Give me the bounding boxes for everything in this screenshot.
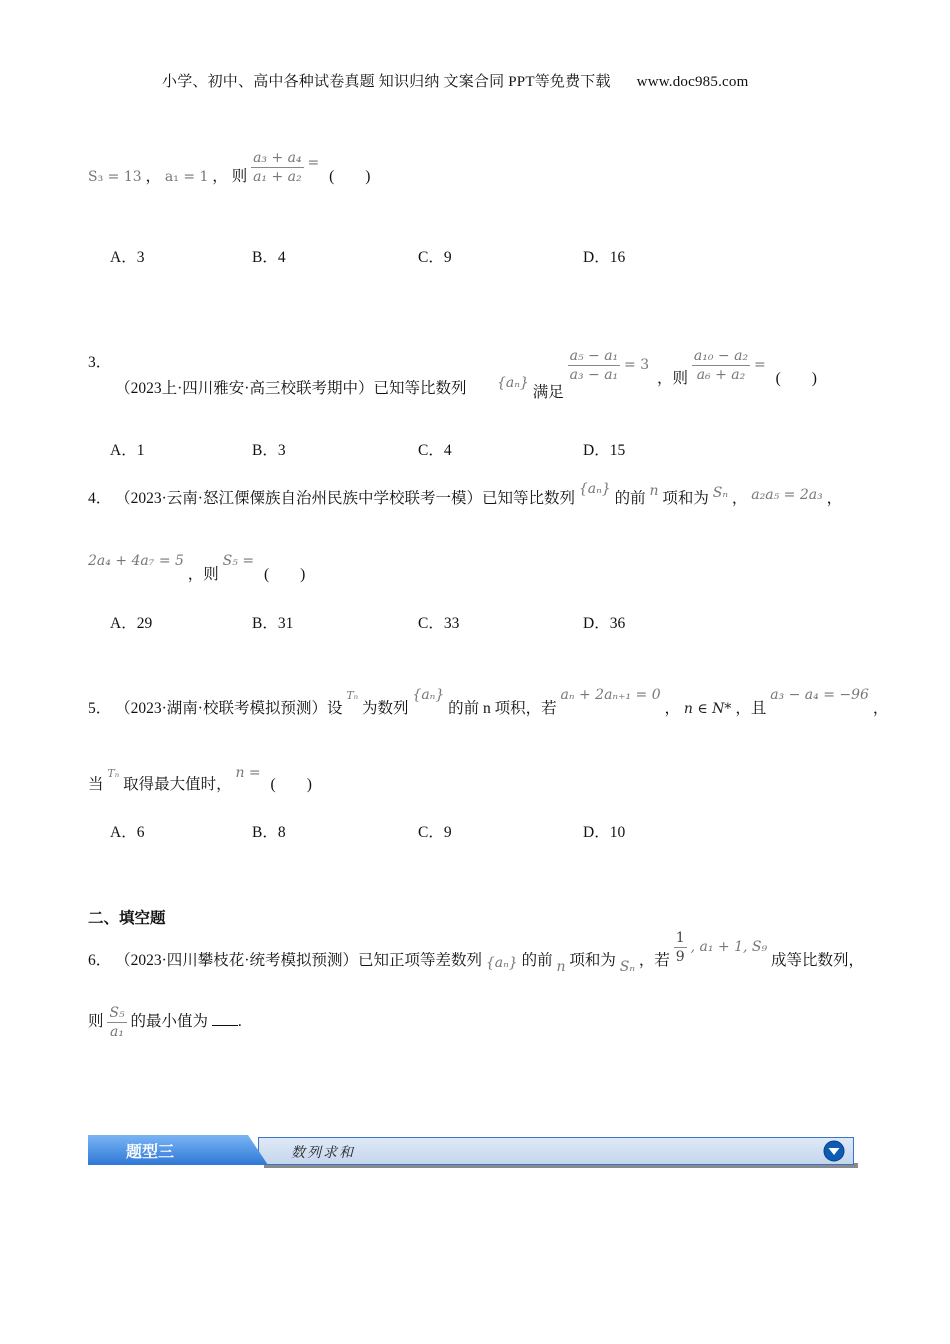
cond-2a4: 2a₄ + 4a₇ = 5 bbox=[88, 553, 184, 569]
cond-a3-a4: a₃ − a₄ = −96 bbox=[770, 687, 869, 703]
topic-banner bbox=[88, 1135, 854, 1165]
q4-number: 4． bbox=[88, 490, 112, 507]
q3-source: （2023上·四川雅安·高三校联考期中）已知等比数列 bbox=[115, 380, 467, 397]
answer-paren: ( ) bbox=[329, 168, 371, 186]
math-s3: S₃ = 13 bbox=[88, 169, 142, 186]
q6-number: 6． bbox=[88, 952, 112, 970]
answer-paren: ( ) bbox=[270, 776, 312, 793]
geo-terms: , a₁ + 1, S₉ bbox=[690, 939, 768, 956]
math-a1: a₁ = 1 bbox=[164, 169, 209, 186]
then-text: 则 bbox=[88, 1013, 104, 1031]
banner-label-shape bbox=[88, 1135, 270, 1165]
q2-option-d: D．16 bbox=[583, 249, 626, 266]
sum-is-text: 项和为 bbox=[662, 490, 709, 507]
answer-blank bbox=[212, 1011, 238, 1026]
answer-paren: ( ) bbox=[775, 370, 817, 388]
then-text: ，则 bbox=[187, 566, 219, 583]
banner-topic-bar bbox=[258, 1137, 854, 1165]
math-fraction: $\frac{\text{a₃ + a₄}}{\text{a₁ + a₂}}$ bbox=[253, 150, 302, 185]
equals: = bbox=[753, 357, 766, 374]
header-text: 小学、初中、高中各种试卷真题 知识归纳 文案合同 PPT等免费下载 bbox=[162, 74, 611, 90]
period: . bbox=[237, 1013, 242, 1031]
and-text: ，且 bbox=[735, 700, 767, 717]
q5-option-d: D．10 bbox=[583, 824, 626, 841]
cond-recurrence: aₙ + 2aₙ₊₁ = 0 bbox=[560, 687, 661, 703]
q2-option-a: A．3 bbox=[110, 249, 145, 266]
q4-option-d: D．36 bbox=[583, 615, 626, 632]
min-text: 的最小值为 bbox=[130, 1013, 208, 1031]
var-sn: Sₙ bbox=[712, 485, 729, 501]
when-text: 当 bbox=[88, 776, 104, 793]
seq-an: {aₙ} bbox=[485, 955, 518, 972]
equals: = bbox=[307, 155, 320, 172]
q6-source: （2023·四川攀枝花·统考模拟预测）已知正项等差数列 bbox=[115, 952, 482, 970]
var-n: n bbox=[649, 483, 659, 499]
q4-option-c: C．33 bbox=[418, 615, 460, 632]
question-3-math bbox=[497, 348, 817, 402]
header-url: www.doc985.com bbox=[636, 74, 749, 90]
q4-source: （2023·云南·怒江傈僳族自治州民族中学校联考一模）已知等比数列 bbox=[115, 490, 575, 507]
question-3-stem bbox=[88, 350, 467, 397]
answer-paren: ( ) bbox=[263, 566, 306, 583]
front-text: 的前 bbox=[614, 490, 646, 507]
question-6-stem bbox=[88, 930, 864, 976]
q2-option-b: B．4 bbox=[252, 249, 286, 266]
question-5-line2 bbox=[88, 760, 312, 793]
question-4-stem: 4． （2023·云南·怒江傈僳族自治州民族中学校联考一模）已知等比数列 {aₙ} 的前 n 项和为 Sₙ ， a₂a₅ = 2a₃ ， bbox=[88, 481, 843, 507]
q4-option-b: B．31 bbox=[252, 615, 294, 632]
question-4-line2 bbox=[88, 548, 306, 583]
max-text: 取得最大值时， bbox=[123, 776, 232, 793]
q5-option-c: C．9 bbox=[418, 824, 452, 841]
seq-an: {aₙ} bbox=[578, 481, 611, 497]
front-text: 的前 bbox=[521, 952, 553, 970]
q3-option-a: A．1 bbox=[110, 442, 145, 459]
var-s5: S₅ = bbox=[222, 553, 255, 569]
question-2-stem: S₃ = 13 ， a₁ = 1 ， 则 $\frac{\text{a₃ + a₄}}{\text{a₁ + a₂}}$ = ( ) bbox=[88, 150, 371, 186]
q3-option-c: C．4 bbox=[418, 442, 452, 459]
geo-text: 成等比数列， bbox=[770, 952, 864, 970]
cond-a2a5: a₂a₅ = 2a₃ bbox=[751, 487, 823, 503]
sum-is-text: 项和为 bbox=[569, 952, 616, 970]
q3-option-d: D．15 bbox=[583, 442, 626, 459]
var-n-eq: n = bbox=[235, 765, 261, 781]
is-seq-text: 为数列 bbox=[362, 700, 409, 717]
q5-option-b: B．8 bbox=[252, 824, 286, 841]
then-text: 则 bbox=[231, 168, 248, 186]
banner-topic: 数列求和 bbox=[291, 1146, 355, 1161]
seq-an: {aₙ} bbox=[412, 687, 445, 703]
q3-number: 3． bbox=[88, 354, 112, 371]
prod-text: 的前 n 项积，若 bbox=[448, 700, 557, 717]
question-5-stem: 5． （2023·湖南·校联考模拟预测）设 Tₙ 为数列 {aₙ} 的前 n 项积，若 aₙ + 2aₙ₊₁ = 0 ， n ∈ N* ，且 a₃ − a₄ = −96 ， bbox=[88, 687, 889, 717]
seq-an: {aₙ} bbox=[497, 375, 529, 392]
section-title: 二、填空题 bbox=[88, 910, 166, 927]
if-text: ，若 bbox=[638, 952, 670, 970]
var-tn: Tₙ bbox=[346, 689, 359, 702]
question-6-line2 bbox=[88, 1005, 242, 1040]
var-sn: Sₙ bbox=[619, 959, 636, 976]
satisfy-text: 满足 bbox=[532, 384, 564, 402]
var-tn: Tₙ bbox=[107, 767, 120, 780]
fraction-one-ninth: $\frac{1}{9}$ bbox=[675, 930, 685, 965]
fraction-s5-a1: $\frac{\text{S₅}}{\text{a₁}}$ bbox=[109, 1005, 125, 1040]
q4-option-a: A．29 bbox=[110, 615, 153, 632]
q5-option-a: A．6 bbox=[110, 824, 145, 841]
q3-fraction-2: $\frac{\text{a₁₀ − a₂}}{\text{a₆ + a₂}}$ bbox=[693, 348, 749, 383]
q2-option-c: C．9 bbox=[418, 249, 452, 266]
page-header bbox=[162, 70, 748, 91]
q3-fraction-1: $\frac{\text{a₅ − a₁}}{\text{a₃ − a₁}}$ bbox=[569, 348, 619, 383]
eq-three: = 3 bbox=[624, 357, 650, 374]
cond-n-natural: n ∈ N* bbox=[683, 701, 732, 717]
q3-option-b: B．3 bbox=[252, 442, 286, 459]
chevron-down-icon[interactable] bbox=[823, 1140, 845, 1162]
var-n: n bbox=[556, 959, 566, 976]
banner-label: 题型三 bbox=[126, 1142, 175, 1161]
comma-then: ，则 bbox=[657, 370, 689, 388]
q5-source: （2023·湖南·校联考模拟预测）设 bbox=[115, 700, 343, 717]
q5-number: 5． bbox=[88, 700, 112, 717]
